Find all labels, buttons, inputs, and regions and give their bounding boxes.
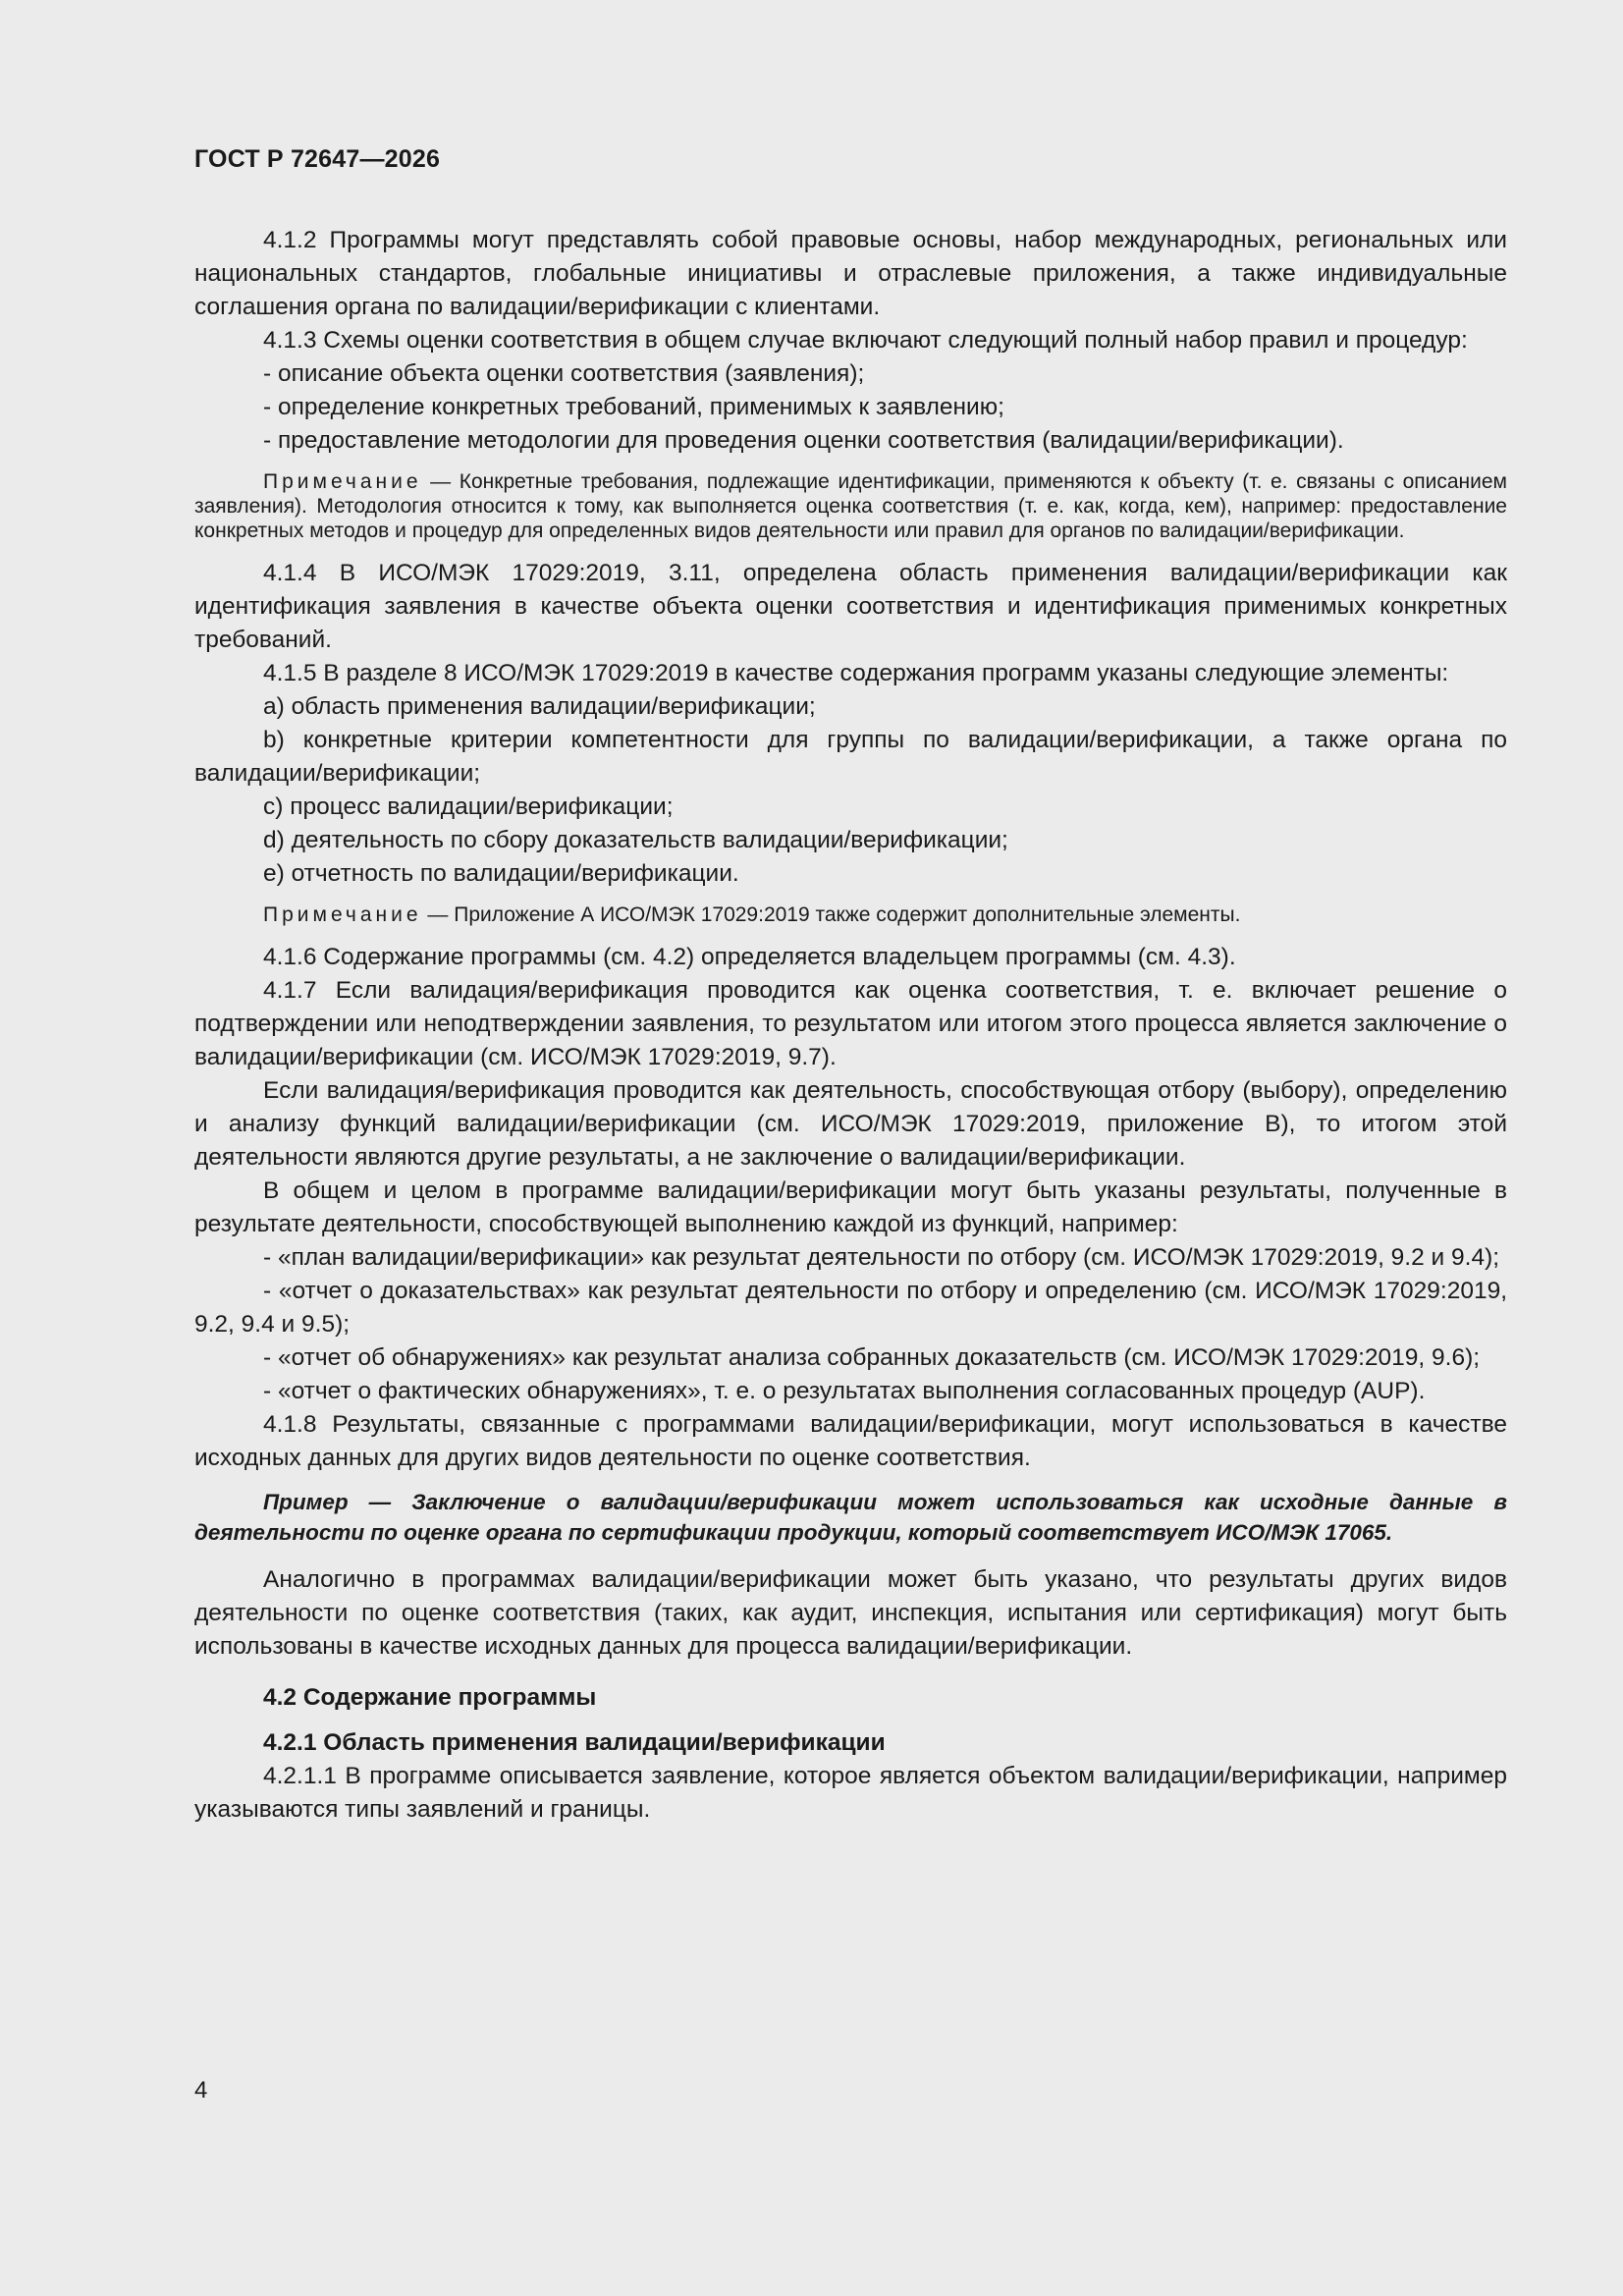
paragraph-4-1-6: 4.1.6 Содержание программы (см. 4.2) определяется владельцем программы (см. 4.3). [263,944,1236,970]
list-item: a) область применения валидации/верификации; [263,693,816,720]
note-label: Примечание [263,470,422,493]
note-label: Примечание [263,903,422,926]
list-item: b) конкретные критерии компетентности для группы по валидации/верификации, а также органа по валидации/верификации; [194,727,1507,787]
paragraph-4-2-1-1: 4.2.1.1 В программе описывается заявление, которое является объектом валидации/верификации, например указываются типы заявлений и границы. [194,1763,1507,1823]
paragraph-4-1-5: 4.1.5 В разделе 8 ИСО/МЭК 17029:2019 в качестве содержания программ указаны следующие элементы: [263,660,1449,686]
paragraph-4-1-2: 4.1.2 Программы могут представлять собой правовые основы, набор международных, региональных или национальных стандартов, глобальные инициативы и отраслевые приложения, а также индивидуальные соглашения органа по валидации/верификации с клиентами. [194,227,1507,320]
paragraph-4-1-8-b: Аналогично в программах валидации/верификации может быть указано, что результаты других видов деятельности по оценке соответствия (таких, как аудит, инспекция, испытания или сертификация) могут быть использованы в качестве исходных данных для процесса валидации/верификации. [194,1566,1507,1660]
document-body [194,224,1507,1827]
note-1 [194,469,1507,543]
list-item: d) деятельность по сбору доказательств валидации/верификации; [263,827,1008,853]
paragraph-4-1-8: 4.1.8 Результаты, связанные с программами валидации/верификации, могут использоваться в качестве исходных данных для других видов деятельности по оценке соответствия. [194,1411,1507,1471]
page-number: 4 [194,2077,208,2104]
list-item: - «план валидации/верификации» как результат деятельности по отбору (см. ИСО/МЭК 17029:2019, 9.2 и 9.4); [263,1244,1500,1271]
list-item: - «отчет об обнаружениях» как результат анализа собранных доказательств (см. ИСО/МЭК 17029:2019, 9.6); [263,1344,1481,1371]
list-item: - «отчет о фактических обнаружениях», т. е. о результатах выполнения согласованных процедур (AUP). [263,1378,1426,1404]
list-item: - определение конкретных требований, применимых к заявлению; [263,394,1004,420]
paragraph-4-1-7-c: В общем и целом в программе валидации/верификации могут быть указаны результаты, полученные в результате деятельности, способствующей выполнению каждой из функций, например: [194,1177,1507,1237]
section-heading-4-2-1: 4.2.1 Область применения валидации/верификации [263,1729,886,1756]
paragraph-4-1-4: 4.1.4 В ИСО/МЭК 17029:2019, 3.11, определена область применения валидации/верификации как идентификация заявления в качестве объекта оценки соответствия и идентификация применимых конкретных требований. [194,560,1507,653]
note-text: — Приложение А ИСО/МЭК 17029:2019 также содержит дополнительные элементы. [427,903,1241,926]
list-item: - «отчет о доказательствах» как результат деятельности по отбору и определению (см. ИСО/МЭК 17029:2019, 9.2, 9.4 и 9.5); [194,1278,1507,1338]
section-heading-4-2: 4.2 Содержание программы [263,1684,597,1711]
note-text: — Конкретные требования, подлежащие идентификации, применяются к объекту (т. е. связаны с описанием заявления). Методология относится к тому, как выполняется оценка соответствия (т. е. как, когда, кем), например: предоставление конкретных методов и процедур для определенных видов деятельности или правил для органов по валидации/верификации. [194,470,1507,542]
list-item: c) процесс валидации/верификации; [263,793,674,820]
list-item: e) отчетность по валидации/верификации. [263,860,739,887]
example-block: Пример — Заключение о валидации/верификации может использоваться как исходные данные в деятельности по оценке органа по сертификации продукции, который соответствует ИСО/МЭК 17065. [194,1490,1507,1545]
note-2 [194,902,1507,927]
document-header: ГОСТ Р 72647—2026 [194,145,441,173]
paragraph-4-1-7: 4.1.7 Если валидация/верификация проводится как оценка соответствия, т. е. включает решение о подтверждении или неподтверждении заявления, то результатом или итогом этого процесса является заключение о валидации/верификации (см. ИСО/МЭК 17029:2019, 9.7). [194,977,1507,1070]
paragraph-4-1-7-b: Если валидация/верификация проводится как деятельность, способствующая отбору (выбору), определению и анализу функций валидации/верификации (см. ИСО/МЭК 17029:2019, приложение В), то итогом этой деятельности являются другие результаты, а не заключение о валидации/верификации. [194,1077,1507,1171]
list-item: - предоставление методологии для проведения оценки соответствия (валидации/верификации). [263,427,1344,454]
paragraph-4-1-3: 4.1.3 Схемы оценки соответствия в общем случае включают следующий полный набор правил и процедур: [263,327,1468,354]
list-item: - описание объекта оценки соответствия (заявления); [263,360,865,387]
